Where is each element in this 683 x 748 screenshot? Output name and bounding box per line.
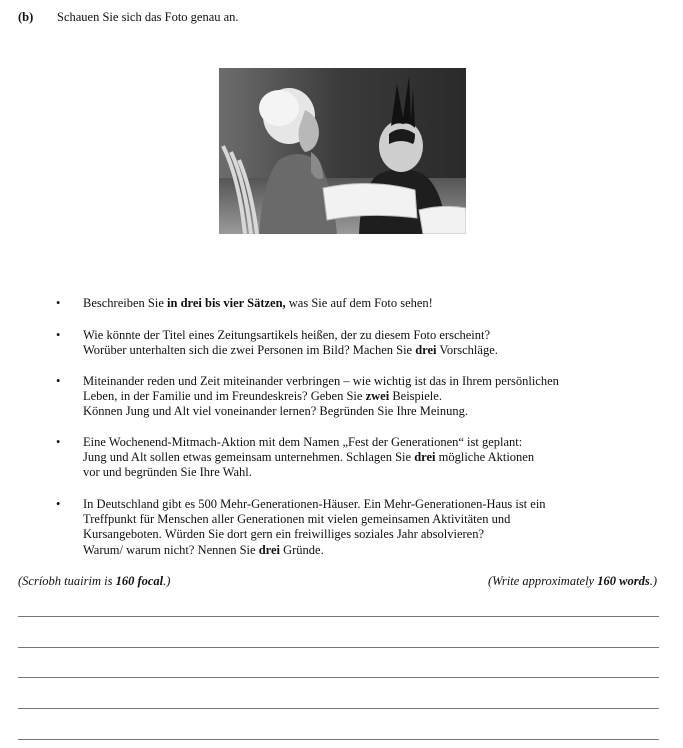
bold-run: zwei — [365, 389, 390, 404]
bullet-line — [83, 343, 643, 358]
answer-line[interactable] — [18, 739, 659, 740]
bullet-line — [83, 404, 643, 419]
bullet-line — [83, 450, 643, 465]
text-run: Warum/ warum nicht? Nennen Sie — [83, 542, 259, 557]
answer-line[interactable] — [18, 708, 659, 709]
answer-line[interactable] — [18, 616, 659, 617]
bullet-text — [83, 296, 643, 311]
text-run: Jung und Alt sollen etwas gemeinsam unternehmen. Schlagen Sie — [83, 450, 415, 465]
bullet-line — [83, 465, 643, 480]
text-run: vor und begründen Sie Ihre Wahl. — [83, 465, 252, 480]
bullet-dot: • — [56, 497, 61, 511]
part-label: (b) — [18, 10, 34, 24]
bullet-text — [83, 374, 643, 420]
bullet-dot: • — [56, 328, 61, 342]
bullet-text — [83, 435, 643, 481]
text-run: Beispiele. — [389, 389, 442, 404]
text-run: Vorschläge. — [436, 343, 498, 358]
bullet-text — [83, 497, 643, 558]
bullet-line — [83, 374, 643, 389]
answer-line[interactable] — [18, 677, 659, 678]
bold-run: drei — [415, 343, 437, 358]
photo — [219, 68, 466, 234]
bullet-dot: • — [56, 435, 61, 449]
bullet-line — [83, 435, 643, 450]
text-run: Eine Wochenend-Mitmach-Aktion mit dem Namen „Fest der Generationen“ ist geplant: — [83, 435, 523, 449]
instruction-text: Schauen Sie sich das Foto genau an. — [57, 10, 239, 24]
text-run: Gründe. — [279, 542, 324, 557]
bold-run: drei — [414, 450, 436, 465]
text-run: Wie könnte der Titel eines Zeitungsartikels heißen, der zu diesem Foto erscheint? — [83, 328, 491, 342]
bullet-line — [83, 497, 643, 512]
text-run: Beschreiben Sie — [83, 296, 168, 310]
answer-line[interactable] — [18, 647, 659, 648]
bold-run: drei — [258, 542, 280, 557]
bullet-line — [83, 527, 643, 542]
text-run: Leben, in der Familie und im Freundeskreis? Geben Sie — [83, 389, 366, 404]
text-run: Kursangeboten. Würden Sie dort gern ein freiwilliges soziales Jahr absolvieren? — [83, 527, 485, 542]
bullet-line — [83, 512, 643, 527]
bullet-line — [83, 328, 643, 343]
word-count-note-irish: (Scríobh tuairim is 160 focal.) — [18, 574, 171, 588]
text-run: Können Jung und Alt viel voneinander lernen? Begründen Sie Ihre Meinung. — [83, 404, 468, 419]
bullet-line — [83, 296, 643, 311]
text-run: In Deutschland gibt es 500 Mehr-Generationen-Häuser. Ein Mehr-Generationen-Haus ist ein — [83, 497, 546, 511]
text-run: Worüber unterhalten sich die zwei Personen im Bild? Machen Sie — [83, 343, 416, 358]
bullet-line — [83, 543, 643, 558]
bullet-dot: • — [56, 296, 61, 310]
bullet-text — [83, 328, 643, 358]
bullet-line — [83, 389, 643, 404]
bullet-dot: • — [56, 374, 61, 388]
text-run: Miteinander reden und Zeit miteinander verbringen – wie wichtig ist das in Ihrem persönlichen — [83, 374, 559, 388]
text-run: Treffpunkt für Menschen aller Generationen mit vielen gemeinsamen Aktivitäten und — [83, 512, 511, 527]
text-run: mögliche Aktionen — [435, 450, 535, 465]
word-count-note-english: (Write approximately 160 words.) — [488, 574, 657, 588]
text-run: was Sie auf dem Foto sehen! — [285, 296, 433, 310]
bold-run: in drei bis vier Sätzen, — [167, 296, 286, 310]
